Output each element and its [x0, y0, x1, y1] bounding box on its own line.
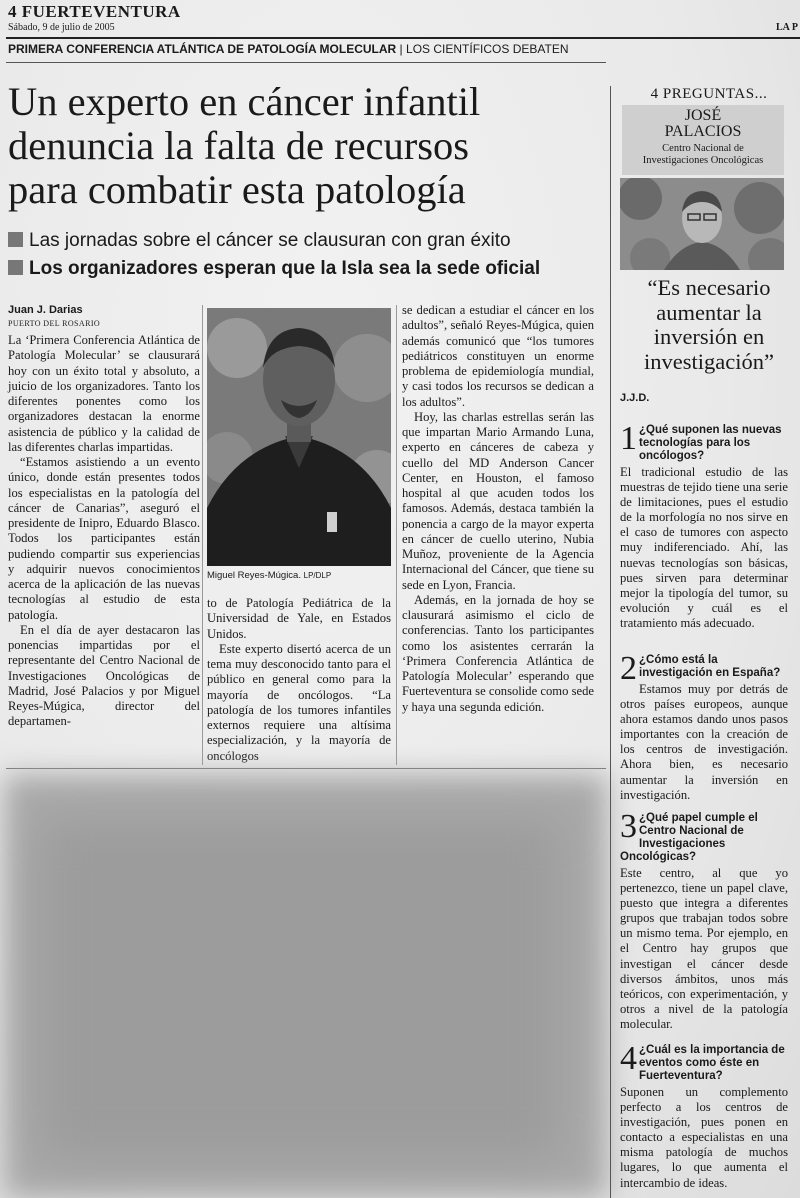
interviewee-last-name: PALACIOS [664, 123, 742, 140]
headline [8, 80, 608, 212]
question-number: 1 [620, 420, 637, 457]
portrait-photo-palacios [620, 178, 784, 270]
headline-line: Un experto en cáncer infantil [8, 79, 481, 124]
sidebar-signature: J.J.D. [620, 392, 650, 404]
sidebar-rule [610, 86, 611, 1198]
question: ¿Qué papel cumple el Centro Nacional de Investigaciones Oncológicas? [620, 812, 758, 863]
paragraph: se dedican a estudiar el cáncer en los adultos”, señaló Reyes-Múgica, quien además comunicó que “los tumores pediátricos constituyen un enorme problema de epidemiología mundial, y casi todos los recursos se dedican a los adultos”. [402, 303, 594, 409]
paragraph: En el día de ayer destacaron las ponencias impartidas por el representante del Centro Nacional de Investigaciones Oncológicas de Madrid, José Palacios y por Miguel Reyes-Múgica, director del departamen- [8, 622, 200, 729]
interviewee-org [622, 143, 784, 167]
paragraph: Además, en la jornada de hoy se clausurará asimismo el ciclo de conferencias. Tanto los participantes como los asistentes cerrarán la ‘Primera Conferencia Atlántica de Patología Molecular’ esperando que Fuerteventura se consolide como sede y haya una segunda edición. [402, 592, 594, 714]
photo-caption [207, 570, 331, 581]
article-column-1 [8, 333, 200, 730]
org-line: Investigaciones Oncológicas [642, 155, 764, 166]
column-rule [202, 305, 203, 765]
subheadline-1 [8, 230, 511, 252]
portrait-image [207, 308, 391, 566]
byline-author: Juan J. Darias [8, 304, 83, 316]
qa-item [620, 1040, 788, 1191]
subheadline-text: Las jornadas sobre el cáncer se clausuran con gran éxito [29, 230, 511, 251]
subheadline-text: Los organizadores esperan que la Isla sea la sede oficial [29, 258, 541, 279]
caption-text: Miguel Reyes-Múgica. [207, 570, 301, 581]
qa-item [620, 808, 788, 1032]
question: ¿Cuál es la importancia de eventos como éste en Fuerteventura? [639, 1044, 785, 1082]
kicker-topic: LOS CIENTÍFICOS DEBATEN [406, 42, 569, 56]
answer: Este centro, al que yo pertenezco, tiene un papel clave, puesto que integra a diferentes grupos que trabajan todos sobre un mismo tema. Por ejemplo, en el Centro hay grupos que investigan el cáncer desde diversos ámbitos, unos más teóricos, con experimentación, y otros a nivel de la patología molecular. [620, 866, 788, 1031]
kicker [8, 42, 568, 56]
answer: Suponen un complemento perfecto a los centros de investigación, pues ponen en contacto a especialistas en una misma patología de muchos lugares, lo que aumenta el intercambio de ideas. [620, 1085, 788, 1190]
question-number: 2 [620, 650, 637, 687]
byline-place: PUERTO DEL ROSARIO [8, 319, 101, 328]
pull-quote: “Es necesario aumentar la inversión en investigación” [644, 275, 774, 374]
bullet-square-icon [8, 260, 23, 275]
column-rule [396, 305, 397, 765]
article-bottom-rule [6, 768, 606, 769]
sidebar-kicker: 4 PREGUNTAS... [650, 86, 768, 102]
interviewee-first-name: JOSÉ [684, 107, 722, 124]
portrait-photo-reyes-mugica [207, 308, 391, 566]
qa-item [620, 650, 788, 803]
headline-line: para combatir esta patología [8, 167, 466, 212]
issue-date: Sábado, 9 de julio de 2005 [8, 22, 115, 33]
question: ¿Cómo está la investigación en España? [639, 654, 781, 679]
article-column-2 [207, 596, 391, 764]
article-column-3 [402, 303, 594, 715]
portrait-image [620, 178, 784, 270]
interviewee-name [622, 105, 784, 140]
paragraph: La ‘Primera Conferencia Atlántica de Patología Molecular’ se clausurará hoy con un éxito total y absoluto, a juicio de los organizadores. Tanto los diferentes ponentes como los organizadores destacan la enorme asistencia de público y la calidad de las diferentes charlas impartidas. [8, 333, 200, 454]
question-number: 4 [620, 1040, 637, 1077]
kicker-event: PRIMERA CONFERENCIA ATLÁNTICA DE PATOLOGÍA MOLECULAR [8, 42, 397, 56]
subheadline-2 [8, 258, 540, 280]
headline-line: denuncia la falta de recursos [8, 123, 470, 168]
blurred-region-inner [40, 820, 560, 1160]
org-line: Centro Nacional de [662, 143, 744, 154]
kicker-rule [6, 62, 606, 63]
paragraph: Hoy, las charlas estrellas serán las que impartan Mario Armando Luna, experto en cánceres de cabeza y cuello del MD Anderson Cancer Center, en Houston, el famoso hospital al que acuden todos los famosos. Además, destaca también la ponencia a cargo de la mayor experta en cáncer de cuello uterino, Nubia Muñoz, proveniente de la Agencia Internacional del Cáncer, que tiene su sede en Lyon, Francia. [402, 409, 594, 592]
section-header: 4 FUERTEVENTURA [8, 2, 181, 21]
caption-credit: LP/DLP [303, 571, 332, 580]
question-number: 3 [620, 808, 637, 845]
paragraph: to de Patología Pediátrica de la Universidad de Yale, en Estados Unidos. [207, 596, 391, 641]
paragraph: Este experto disertó acerca de un tema muy desconocido tanto para el público en general como para la mayoría de oncólogos. “La patología de los tumores infantiles externos requiere una altísima especialización, y la mayoría de oncólogos [207, 641, 391, 763]
answer: Estamos muy por detrás de otros países europeos, aunque ahora estamos dando unos pasos importantes con la creación de los centros de investigación. Ahora bien, es necesario aumentar la inversión en investigación. [620, 682, 788, 802]
answer: El tradicional estudio de las muestras de tejido tiene una serie de limitaciones, pues el estudio de la morfología no nos sirve en el caso de tumores con aspecto muy indiferenciado. Ahí, las nuevas tecnologías son básicas, pues sirven para determinar mejor la tipología del tumor, su evolución y cuál es el tratamiento más adecuado. [620, 465, 788, 630]
bullet-square-icon [8, 232, 23, 247]
kicker-separator: | [396, 42, 407, 56]
top-rule [6, 37, 800, 39]
question: ¿Qué suponen las nuevas tecnologías para los oncólogos? [639, 424, 782, 462]
interviewee-box [622, 105, 784, 175]
qa-item [620, 420, 788, 631]
paragraph: “Estamos asistiendo a un evento único, donde están presentes todos los especialistas en la patología del cáncer de Canarias”, aseguró el presidente de Inipro, Eduardo Blasco. Todos los participantes están pudiendo compartir sus experiencias y adquirir nuevos conocimientos acerca de la aplicación de las nuevas tecnologías al estudio de esta patología. [8, 455, 200, 622]
masthead-corner: LA P [776, 22, 798, 33]
